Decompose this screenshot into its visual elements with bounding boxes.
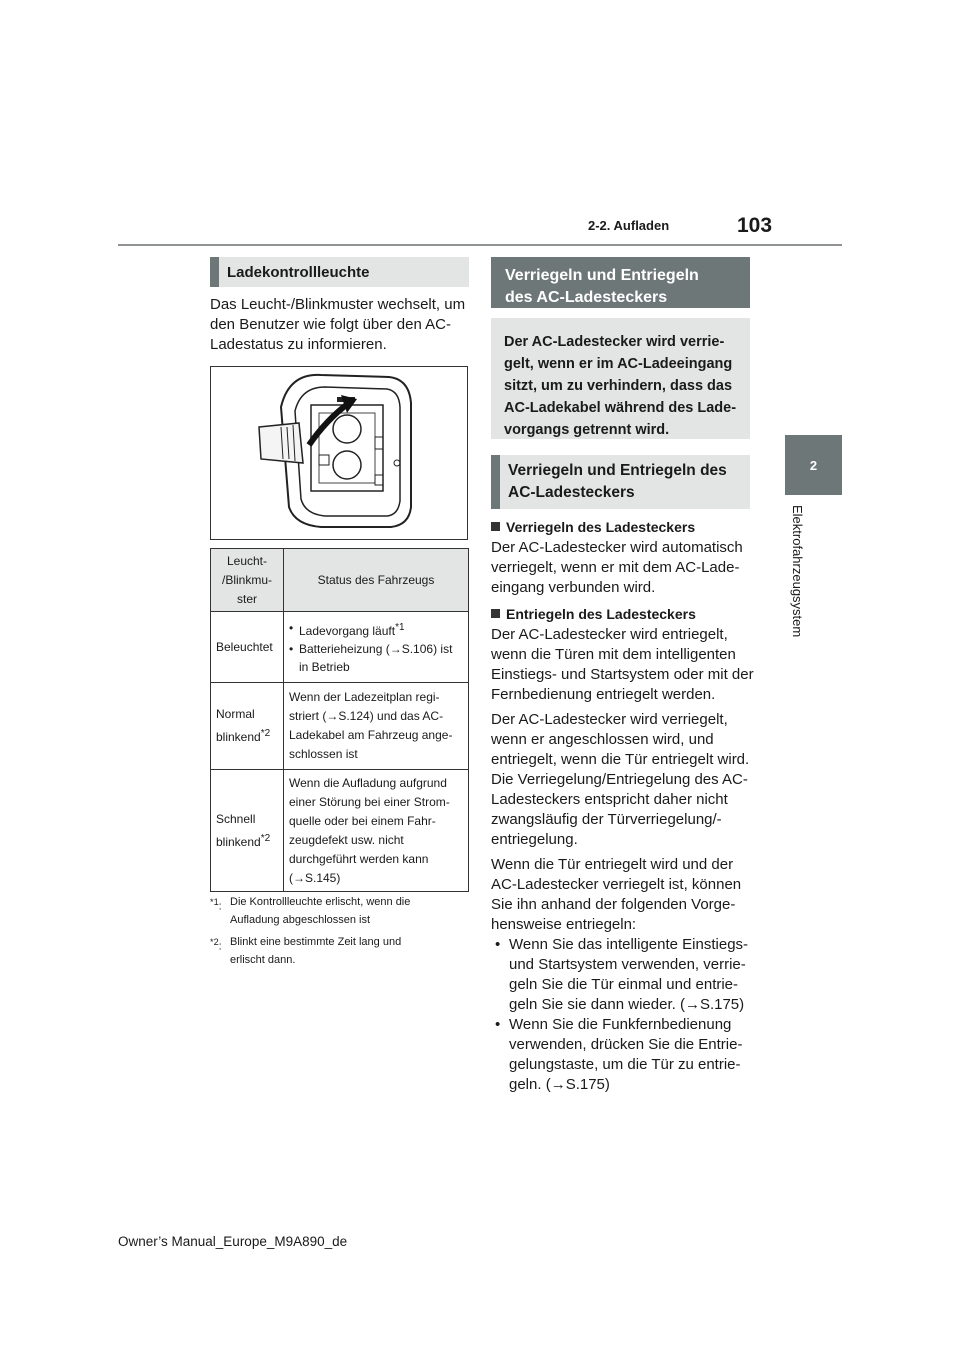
section-heading-ladekontrollleuchte: Ladekontrollleuchte — [210, 257, 469, 287]
square-bullet-icon — [491, 522, 500, 531]
text-line: Wenn die Tür entriegelt wird und der — [491, 856, 734, 873]
footnote-line: erlischt dann. — [230, 954, 296, 966]
table-header-pattern — [211, 549, 284, 612]
footnote-ref: *2 — [260, 728, 271, 739]
text-line: • Wenn Sie die Funkfernbedienung — [509, 1016, 732, 1033]
chapter-label — [790, 505, 823, 645]
intro-box — [491, 318, 750, 439]
subheading-text: Verriegeln des Ladesteckers — [506, 519, 696, 535]
text-line: und Startsystem verwenden, verrie- — [509, 956, 746, 973]
text-line: Der AC-Ladestecker wird automatisch — [491, 539, 743, 556]
text-line: entriegelt, wenn die Tür entriegelt wird. — [491, 751, 750, 768]
chapter-tab: 2 — [785, 435, 842, 495]
subheading-entriegeln — [491, 604, 756, 624]
text-line: Fernbedienung entriegelt werden. — [491, 686, 716, 703]
text-line: Der AC-Ladestecker wird entriegelt, — [491, 626, 728, 643]
left-intro-line: den Benutzer wie folgt über den AC- — [210, 316, 451, 333]
text-line: AC-Ladestecker verriegelt ist, können — [491, 876, 742, 893]
text-line: hensweise entriegeln: — [491, 916, 637, 933]
footnote-ref: *1 — [395, 621, 405, 633]
state-text: Normal — [216, 707, 255, 721]
text-line: geln. (→S.175) — [509, 1076, 610, 1093]
text-line: verriegelt, wenn er mit dem AC-Lade- — [491, 559, 740, 576]
status-line: durchgeführt werden kann — [289, 851, 429, 866]
status-line: einer Störung bei einer Strom- — [289, 794, 450, 809]
footnotes — [210, 893, 470, 969]
intro-line: sitzt, um zu verhindern, dass das — [504, 378, 733, 394]
text-line: wenn die Türen mit dem intelligenten — [491, 646, 736, 663]
subheading-text: Entriegeln des Ladesteckers — [506, 606, 696, 622]
status-line: zeugdefekt usw. nicht — [289, 832, 404, 847]
section-heading-verriegeln-entriegeln — [491, 455, 750, 509]
left-intro-line: Ladestatus zu informieren. — [210, 336, 387, 353]
paragraph — [491, 538, 756, 598]
status-list — [289, 619, 463, 676]
intro-line: Der AC-Ladestecker wird verrie- — [504, 334, 725, 350]
item-text: Ladevorgang läuft — [299, 623, 396, 638]
text-line: Die Verriegelung/Entriegelung des AC- — [491, 771, 748, 788]
state-text: blinkend — [216, 730, 261, 744]
title-line: Verriegeln und Entriegeln — [505, 267, 699, 284]
status-line: striert (→S.124) und das AC- — [289, 709, 444, 723]
footnote-line: Aufladung abgeschlossen ist — [230, 914, 371, 926]
row-state — [211, 683, 284, 770]
footnote-ref: *2 — [260, 832, 271, 844]
table-row — [211, 612, 469, 683]
section-title-verriegeln — [491, 257, 750, 308]
footnote-line: Die Kontrollleuchte erlischt, wenn die — [230, 896, 411, 908]
paragraph — [491, 855, 756, 935]
state-text: blinkend — [216, 834, 261, 849]
item-text: Batterieheizung (→S.106) ist in Betrieb — [299, 641, 453, 674]
status-line: schlossen ist — [289, 747, 358, 761]
row-status — [284, 770, 469, 892]
footnote-line: Blinkt eine bestimmte Zeit lang und — [230, 936, 402, 948]
table-row — [211, 683, 469, 770]
text-line: verwenden, drücken Sie die Entrie- — [509, 1036, 743, 1053]
square-bullet-icon — [491, 609, 500, 618]
intro-line: AC-Ladekabel während des Lade- — [504, 400, 737, 416]
status-line: Wenn die Aufladung aufgrund — [289, 775, 447, 790]
status-line: Ladekabel am Fahrzeug ange- — [289, 728, 453, 742]
footnote-mark: *2 — [210, 937, 219, 947]
text-line: geln Sie sie dann wieder. (→S.175) — [509, 996, 745, 1013]
intro-line: vorgangs getrennt wird. — [504, 422, 670, 438]
text-line: entriegelung. — [491, 831, 578, 848]
footnote: $^{*1}$: Die Kontrollleuchte erlischt, wenn die Aufladung abgeschlossen ist — [210, 893, 470, 929]
charging-port-drawing — [211, 367, 467, 539]
text-line: eingang verbunden wird. — [491, 579, 656, 596]
text-line: wenn er angeschlossen wird, und — [491, 731, 714, 748]
page-number: 103 — [737, 214, 773, 237]
right-body — [491, 517, 756, 1095]
status-line: (→S.145) — [289, 870, 341, 885]
list-item — [289, 619, 463, 640]
text-line: Ladesteckers entspricht daher nicht — [491, 791, 728, 808]
list-item — [289, 640, 463, 676]
heading-line: Verriegeln und Entriegeln des — [508, 462, 727, 479]
intro-line: gelt, wenn er im AC-Ladeeingang — [504, 356, 733, 372]
subheading-verriegeln — [491, 517, 756, 537]
header-section-title: 2-2. Aufladen — [588, 218, 670, 233]
charging-port-illustration — [210, 366, 468, 540]
chapter-label-text: Elektrofahrzeugsystem — [790, 505, 805, 638]
table-row — [211, 770, 469, 892]
left-intro — [210, 295, 470, 355]
heading-line: AC-Ladesteckers — [508, 484, 635, 501]
text-line: • Wenn Sie das intelligente Einstiegs- — [509, 936, 749, 953]
header-line: /Blinkmu- — [221, 572, 272, 587]
header-line: ster — [236, 591, 257, 606]
row-status — [284, 683, 469, 770]
text-line: zwangsläufig der Türverriegelung/- — [491, 811, 722, 828]
footnote-mark: *1 — [210, 897, 219, 907]
header-line: Leucht- — [226, 553, 268, 568]
table-header-row — [211, 549, 469, 612]
row-state — [211, 612, 284, 683]
row-state — [211, 770, 284, 892]
text-line: geln Sie die Tür einmal und entrie- — [509, 976, 739, 993]
text-line: Einstiegs- und Startsystem oder mit der — [491, 666, 754, 683]
table-header-status: Status des Fahrzeugs — [284, 549, 469, 612]
status-table — [210, 548, 469, 892]
paragraph — [491, 710, 756, 850]
text-line: gelungstaste, um die Tür zu entrie- — [509, 1056, 741, 1073]
text-line: Sie ihn anhand der folgenden Vorge- — [491, 896, 736, 913]
status-line: Wenn der Ladezeitplan regi- — [289, 690, 440, 704]
text-line: Der AC-Ladestecker wird verriegelt, — [491, 711, 728, 728]
list-item — [491, 1015, 756, 1095]
state-text: Schnell — [216, 811, 256, 826]
title-line: des AC-Ladesteckers — [505, 289, 668, 306]
state-text: Beleuchtet — [216, 640, 273, 654]
status-line: quelle oder bei einem Fahr- — [289, 813, 436, 828]
header-divider — [118, 244, 842, 246]
paragraph — [491, 625, 756, 705]
footnote: $^{*2}$: Blinkt eine bestimmte Zeit lang und erlischt dann. — [210, 933, 470, 969]
footer-manual-id: Owner’s Manual_Europe_M9A890_de — [118, 1234, 348, 1249]
row-status — [284, 612, 469, 683]
list-item — [491, 935, 756, 1015]
procedure-list — [491, 935, 756, 1095]
left-intro-line: Das Leucht-/Blinkmuster wechselt, um — [210, 296, 466, 313]
